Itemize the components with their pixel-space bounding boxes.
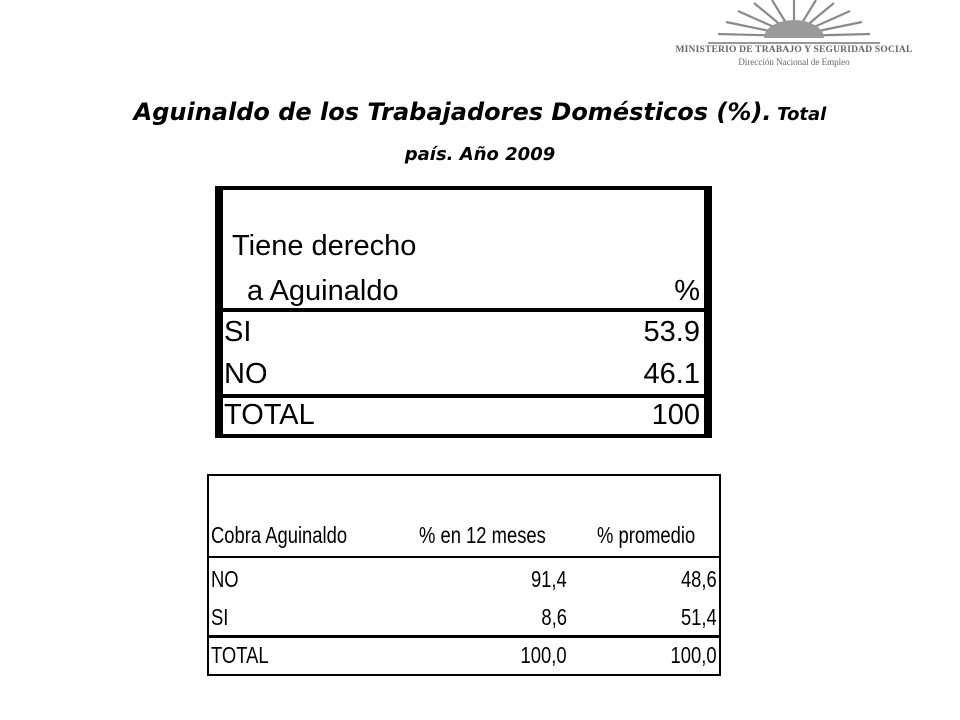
sun-emblem-icon [708,0,880,46]
row-value: 53.9 [643,316,700,348]
total-value-avg [609,642,717,669]
total-divider [209,635,719,638]
header-label-line1: Tiene derecho [232,230,417,262]
row-value-12m [459,604,567,631]
total-label: TOTAL [211,642,269,668]
ministry-logo [628,0,960,72]
total-label: TOTAL [224,399,315,431]
total-row [219,397,708,443]
title-main: Aguinaldo de los Trabajadores Domésticos (%). [133,98,772,126]
header-divider [219,308,708,312]
header-average: % promedio [597,522,696,548]
title-sub2: país. Año 2009 [404,144,556,165]
header-12-months: % en 12 meses [419,522,546,548]
value-text: 100,0 [670,642,717,668]
table-row [219,314,708,360]
table-payment [207,474,721,676]
row-label: NO [211,566,239,592]
value-text: 91,4 [531,566,567,592]
value-text: 48,6 [681,566,717,592]
title-sub1: Total [777,104,827,125]
value-text: 51,4 [681,604,717,630]
header-label-line2: a Aguinaldo [247,275,399,307]
row-value-12m [459,566,567,593]
table-entitlement [215,186,712,438]
row-value-avg [609,566,717,593]
header-percent: % [674,275,700,307]
row-label: SI [211,604,229,630]
row-value: 46.1 [643,358,700,390]
logo-department-name: Dirección Nacional de Empleo [738,57,850,67]
logo-ministry-name: MINISTERIO DE TRABAJO Y SEGURIDAD SOCIAL [675,45,913,55]
page-title [60,92,900,175]
header-cobra: Cobra Aguinaldo [211,522,348,548]
total-value-12m [459,642,567,669]
value-text: 100,0 [520,642,567,668]
total-value: 100 [651,399,700,431]
row-value-avg [609,604,717,631]
row-label: SI [224,316,252,348]
value-text: 8,6 [541,604,567,630]
row-label: NO [224,358,268,390]
table-header [219,190,708,308]
header-divider [209,556,719,558]
